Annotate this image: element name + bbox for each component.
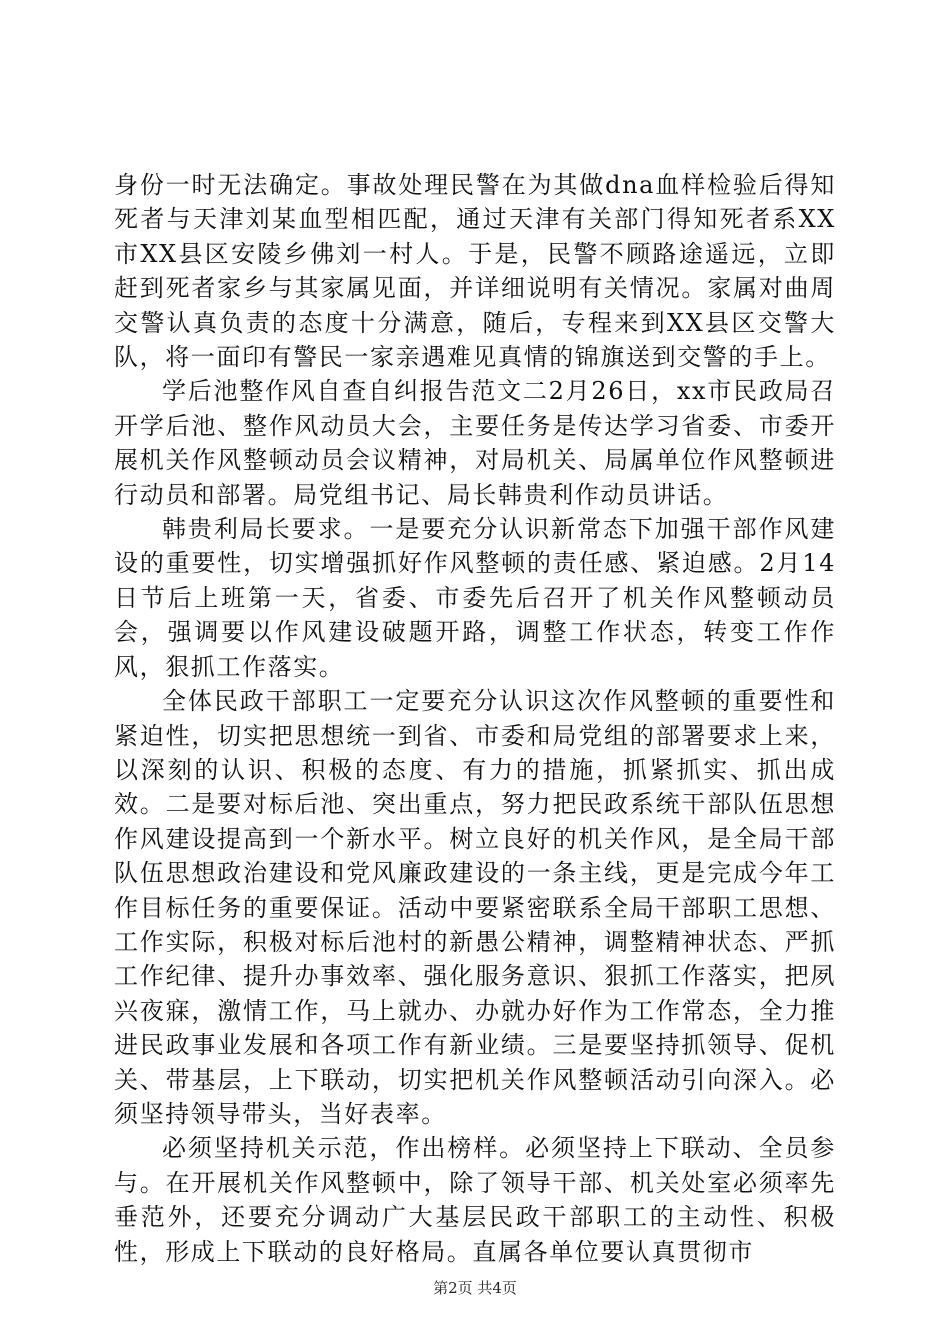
paragraph-1: 身份一时无法确定。事故处理民警在为其做dna血样检验后得知死者与天津刘某血型相匹配，通过天津有关部门得知死者系XX市XX县区安陵乡佛刘一村人。于是，民警不顾路途遥远，立即赶到死者家乡与其家属见面，并详细说明有关情况。家属对曲周交警认真负责的态度十分满意，随后，专程来到XX县区交警大队，将一面印有警民一家亲遇难见真情的锦旗送到交警的手上。 <box>114 171 836 372</box>
page-footer: 第2页 共4页 <box>433 1279 517 1297</box>
paragraph-3: 韩贵利局长要求。一是要充分认识新常态下加强干部作风建设的重要性，切实增强抓好作风整顿的责任感、紧迫感。2月14日节后上班第一天，省委、市委先后召开了机关作风整顿动员会，强调要以作风建设破题开路，调整工作状态，转变工作作风，狠抓工作落实。 <box>114 515 836 681</box>
paragraph-4: 全体民政干部职工一定要充分认识这次作风整顿的重要性和紧迫性，切实把思想统一到省、市委和局党组的部署要求上来，以深刻的认识、积极的态度、有力的措施，抓紧抓实、抓出成效。二是要对标后池、突出重点，努力把民政系统干部队伍思想作风建设提高到一个新水平。树立良好的机关作风，是全局干部队伍思想政治建设和党风廉政建设的一条主线，更是完成今年工作目标任务的重要保证。活动中要紧密联系全局干部职工思想、工作实际，积极对标后池村的新愚公精神，调整精神状态、严抓工作纪律、提升办事效率、强化服务意识、狠抓工作落实，把夙兴夜寐，激情工作，马上就办、办就办好作为工作常态，全力推进民政事业发展和各项工作有新业绩。三是要坚持抓领导、促机关、带基层，上下联动，切实把机关作风整顿活动引向深入。必须坚持领导带头，当好表率。 <box>114 687 836 1128</box>
paragraph-2: 学后池整作风自查自纠报告范文二2月26日，xx市民政局召开学后池、整作风动员大会，主要任务是传达学习省委、市委开展机关作风整顿动员会议精神，对局机关、局属单位作风整顿进行动员和部署。局党组书记、局长韩贵利作动员讲话。 <box>114 377 836 509</box>
document-body <box>114 168 836 1269</box>
paragraph-5: 必须坚持机关示范，作出榜样。必须坚持上下联动、全员参与。在开展机关作风整顿中，除了领导干部、机关处室必须率先垂范外，还要充分调动广大基层民政干部职工的主动性、积极性，形成上下联动的良好格局。直属各单位要认真贯彻市 <box>114 1134 836 1266</box>
